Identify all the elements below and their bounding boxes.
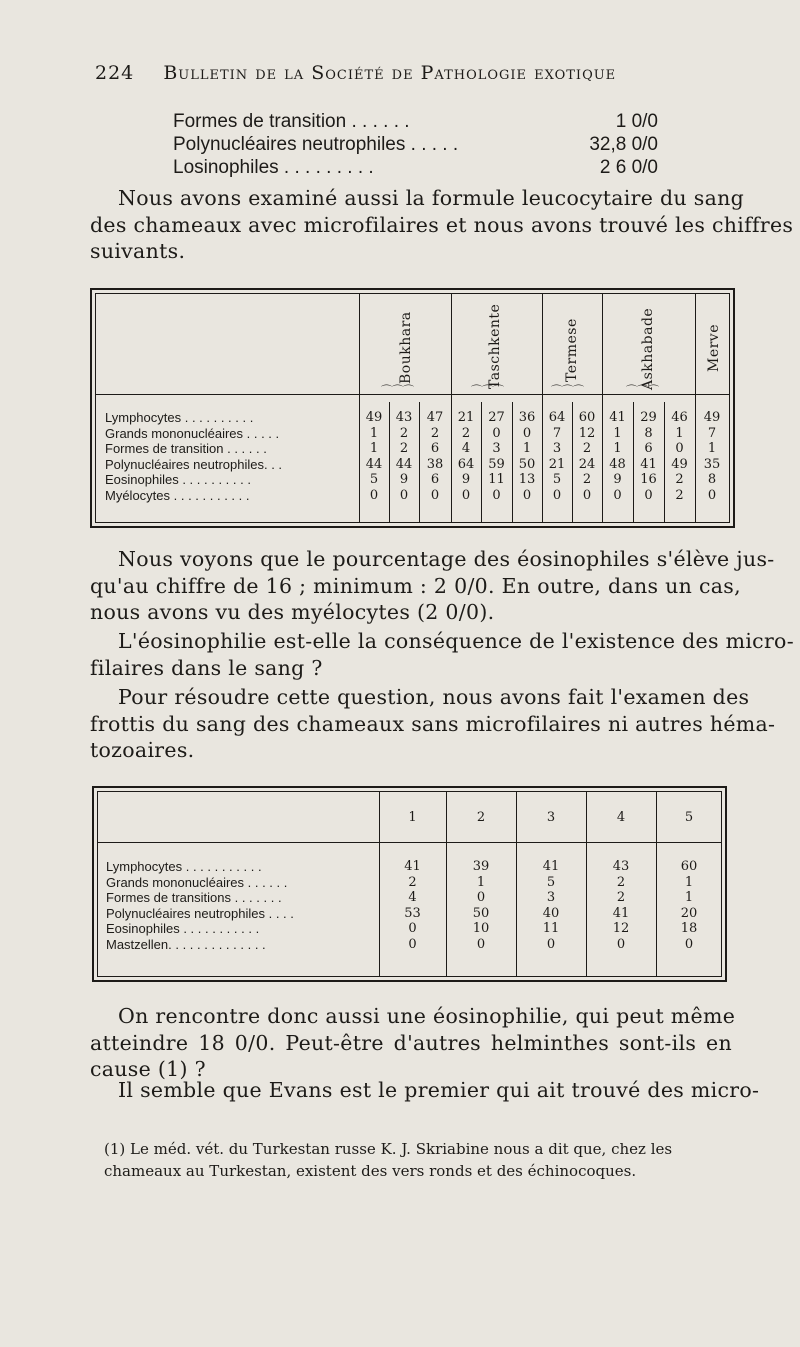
cell: 1 bbox=[613, 425, 622, 441]
cell: 7 bbox=[552, 425, 562, 441]
data-column bbox=[446, 859, 516, 952]
cell: 6 bbox=[430, 472, 440, 487]
data-column bbox=[512, 410, 542, 503]
cell: 60 bbox=[680, 859, 698, 874]
brace-icon: ⌒⌒⌒ bbox=[551, 384, 584, 397]
row-label-eosinophiles: Eosinophiles . . . . . . . . . . bbox=[105, 472, 251, 487]
cell: 35 bbox=[703, 456, 721, 472]
text-line: Nous voyons que le pourcentage des éosinophiles s'élève jus- bbox=[118, 547, 775, 571]
paragraph-4 bbox=[90, 684, 776, 764]
cell: 41 bbox=[542, 859, 560, 874]
data-column bbox=[481, 410, 512, 503]
data-column bbox=[389, 410, 419, 503]
cell: 11 bbox=[488, 472, 505, 487]
cell: 5 bbox=[552, 472, 562, 487]
cell: 0 bbox=[492, 425, 501, 441]
cell: 1 bbox=[369, 441, 379, 456]
header-divider bbox=[98, 842, 721, 843]
cell: 64 bbox=[548, 410, 566, 425]
cell: 39 bbox=[472, 859, 490, 874]
stats-label: Losinophiles . . . . . . . . . bbox=[173, 157, 374, 178]
column-header-boukhara: Boukhara bbox=[398, 311, 414, 384]
cell: 0 bbox=[675, 441, 684, 456]
cell: 49 bbox=[671, 456, 688, 472]
stats-value: 32,8 0/0 bbox=[589, 134, 658, 155]
stats-label: Polynucléaires neutrophiles . . . . . bbox=[173, 134, 459, 155]
cell: 0 bbox=[613, 487, 622, 503]
cell: 41 bbox=[609, 410, 626, 425]
paragraph-3 bbox=[90, 628, 794, 681]
cell: 3 bbox=[492, 441, 501, 456]
row-label-grands-mononucleaires: Grands mononucléaires . . . . . . bbox=[106, 874, 288, 890]
paragraph-1 bbox=[90, 185, 794, 265]
cell: 18 bbox=[680, 921, 698, 936]
cell: 41 bbox=[612, 905, 630, 921]
cell: 21 bbox=[548, 456, 566, 472]
text-line: des chameaux avec microfilaires et nous avons trouvé les chiffres bbox=[90, 212, 794, 237]
table-inner bbox=[97, 791, 722, 977]
column-header-termese: Termese bbox=[564, 318, 580, 382]
cell: 2 bbox=[399, 425, 409, 441]
cell: 0 bbox=[684, 936, 694, 952]
cell: 6 bbox=[644, 441, 653, 456]
cell: 0 bbox=[476, 890, 486, 905]
footnote-line: chameaux au Turkestan, existent des vers ronds et des échinocoques. bbox=[104, 1162, 637, 1180]
cell: 27 bbox=[488, 410, 505, 425]
text-line: Il semble que Evans est le premier qui ait trouvé des micro- bbox=[118, 1078, 760, 1102]
data-column bbox=[516, 859, 586, 952]
column-header-2: 2 bbox=[476, 810, 486, 825]
cell: 10 bbox=[472, 921, 490, 936]
cell: 49 bbox=[703, 410, 721, 425]
data-column bbox=[419, 410, 451, 503]
text-line: cause (1) ? bbox=[90, 1057, 206, 1081]
cell: 1 bbox=[684, 890, 694, 905]
cell: 2 bbox=[616, 890, 626, 905]
cell: 24 bbox=[578, 456, 596, 472]
stats-value: 2 6 0/0 bbox=[599, 157, 658, 178]
cell: 49 bbox=[365, 410, 383, 425]
cell: 2 bbox=[582, 472, 592, 487]
text-line: suivants. bbox=[90, 239, 186, 263]
cell: 1 bbox=[675, 425, 684, 441]
brace-icon: ⌒⌒⌒ bbox=[626, 384, 659, 397]
column-header-4: 4 bbox=[616, 810, 626, 825]
cell: 0 bbox=[582, 487, 592, 503]
table-microfilaires bbox=[90, 288, 735, 528]
cell: 5 bbox=[369, 472, 379, 487]
row-label-grands-mononucleaires: Grands mononucléaires . . . . . bbox=[105, 425, 280, 441]
cell: 53 bbox=[404, 905, 421, 921]
cell: 4 bbox=[461, 441, 471, 456]
cell: 0 bbox=[408, 921, 417, 936]
text-line: L'éosinophilie est-elle la conséquence de l'existence des micro- bbox=[118, 629, 794, 653]
cell: 0 bbox=[644, 487, 653, 503]
column-header-3: 3 bbox=[546, 810, 556, 825]
paragraph-2 bbox=[90, 546, 775, 626]
cell: 0 bbox=[369, 487, 379, 503]
cell: 40 bbox=[542, 905, 560, 921]
stats-value: 1 0/0 bbox=[615, 111, 658, 132]
cell: 2 bbox=[430, 425, 440, 441]
text-line: filaires dans le sang ? bbox=[90, 655, 323, 680]
cell: 3 bbox=[546, 890, 556, 905]
cell: 44 bbox=[395, 456, 413, 472]
row-label-lymphocytes: Lymphocytes . . . . . . . . . . . bbox=[106, 859, 262, 874]
cell: 13 bbox=[518, 472, 536, 487]
cell: 2 bbox=[461, 425, 471, 441]
cell: 38 bbox=[426, 456, 444, 472]
data-column bbox=[572, 410, 602, 503]
row-label-polynucleaires: Polynucléaires neutrophiles . . . . bbox=[106, 905, 294, 921]
cell: 41 bbox=[404, 859, 421, 874]
cell: 2 bbox=[399, 441, 409, 456]
text-line: Nous avons examiné aussi la formule leucocytaire du sang bbox=[118, 186, 745, 210]
cell: 0 bbox=[546, 936, 556, 952]
cell: 1 bbox=[613, 441, 622, 456]
text-line: qu'au chiffre de 16 ; minimum : 2 0/0. En outre, dans un cas, bbox=[90, 573, 741, 598]
cell: 4 bbox=[408, 890, 417, 905]
cell: 12 bbox=[612, 921, 630, 936]
cell: 8 bbox=[707, 472, 717, 487]
text-line: Pour résoudre cette question, nous avons fait l'examen des bbox=[118, 685, 750, 709]
cell: 1 bbox=[522, 441, 532, 456]
cell: 29 bbox=[640, 410, 657, 425]
data-column bbox=[664, 410, 695, 503]
cell: 0 bbox=[430, 487, 440, 503]
cell: 2 bbox=[675, 472, 684, 487]
cell: 64 bbox=[457, 456, 475, 472]
cell: 3 bbox=[552, 441, 562, 456]
text-line: On rencontre donc aussi une éosinophilie, qui peut même bbox=[118, 1004, 736, 1028]
data-column bbox=[695, 410, 729, 503]
cell: 20 bbox=[680, 905, 698, 921]
row-label-formes-de-transition: Formes de transition . . . . . . bbox=[105, 441, 267, 456]
data-column bbox=[586, 859, 656, 952]
cell: 16 bbox=[640, 472, 657, 487]
cell: 2 bbox=[616, 874, 626, 890]
page-header bbox=[95, 62, 616, 84]
cell: 1 bbox=[707, 441, 717, 456]
data-column bbox=[633, 410, 664, 503]
text-line: atteindre 18 0/0. Peut-être d'autres helminthes sont-ils en bbox=[90, 1030, 732, 1055]
row-label-polynucleaires: Polynucléaires neutrophiles. . . bbox=[105, 456, 283, 472]
cell: 0 bbox=[461, 487, 471, 503]
cell: 2 bbox=[675, 487, 684, 503]
table-sans-microfilaires bbox=[92, 786, 727, 982]
data-column bbox=[656, 859, 722, 952]
cell: 48 bbox=[609, 456, 626, 472]
stats-row bbox=[173, 133, 658, 156]
cell: 6 bbox=[430, 441, 440, 456]
cell: 0 bbox=[707, 487, 717, 503]
cell: 1 bbox=[684, 874, 694, 890]
cell: 21 bbox=[457, 410, 475, 425]
cell: 43 bbox=[612, 859, 630, 874]
cell: 59 bbox=[488, 456, 505, 472]
stats-row bbox=[173, 110, 658, 133]
cell: 41 bbox=[640, 456, 657, 472]
brace-icon: ⌒⌒⌒ bbox=[381, 384, 414, 397]
paragraph-5 bbox=[90, 1003, 736, 1083]
footnote bbox=[104, 1138, 672, 1182]
cell: 0 bbox=[616, 936, 626, 952]
stats-list bbox=[173, 110, 658, 179]
row-labels bbox=[105, 410, 282, 503]
cell: 44 bbox=[365, 456, 383, 472]
cell: 0 bbox=[408, 936, 417, 952]
cell: 9 bbox=[461, 472, 471, 487]
column-header-5: 5 bbox=[684, 810, 694, 825]
row-label-lymphocytes: Lymphocytes . . . . . . . . . . bbox=[105, 410, 254, 425]
column-header-askhabade: Askhabade bbox=[640, 307, 656, 390]
data-column bbox=[602, 410, 633, 503]
cell: 50 bbox=[518, 456, 536, 472]
cell: 9 bbox=[613, 472, 622, 487]
data-column bbox=[359, 410, 389, 503]
text-line: frottis du sang des chameaux sans microfilaires ni autres héma- bbox=[90, 711, 776, 736]
column-header-merve: Merve bbox=[706, 323, 722, 372]
stats-row bbox=[173, 156, 658, 179]
cell: 0 bbox=[522, 425, 532, 441]
cell: 12 bbox=[578, 425, 596, 441]
cell: 47 bbox=[426, 410, 444, 425]
cell: 5 bbox=[546, 874, 556, 890]
row-labels bbox=[106, 859, 294, 952]
cell: 1 bbox=[369, 425, 379, 441]
cell: 1 bbox=[476, 874, 486, 890]
page-number: 224 bbox=[95, 62, 135, 84]
cell: 0 bbox=[476, 936, 486, 952]
cell: 60 bbox=[578, 410, 596, 425]
cell: 2 bbox=[582, 441, 592, 456]
stats-label: Formes de transition . . . . . . bbox=[173, 111, 410, 132]
column-header-1: 1 bbox=[408, 810, 417, 825]
cell: 8 bbox=[644, 425, 653, 441]
cell: 11 bbox=[542, 921, 560, 936]
text-line: nous avons vu des myélocytes (2 0/0). bbox=[90, 600, 495, 624]
cell: 9 bbox=[399, 472, 409, 487]
data-column bbox=[451, 410, 481, 503]
cell: 46 bbox=[671, 410, 688, 425]
cell: 36 bbox=[518, 410, 536, 425]
cell: 0 bbox=[552, 487, 562, 503]
row-label-formes-de-transitions: Formes de transitions . . . . . . . bbox=[106, 890, 282, 905]
cell: 7 bbox=[707, 425, 717, 441]
footnote-line: (1) Le méd. vét. du Turkestan russe K. J. Skriabine nous a dit que, chez les bbox=[104, 1140, 673, 1158]
cell: 0 bbox=[492, 487, 501, 503]
cell: 50 bbox=[472, 905, 490, 921]
cell: 0 bbox=[399, 487, 409, 503]
data-column bbox=[542, 410, 572, 503]
brace-icon: ⌒⌒⌒ bbox=[471, 384, 504, 397]
cell: 2 bbox=[408, 874, 417, 890]
data-column bbox=[379, 859, 446, 952]
paragraph-6 bbox=[90, 1077, 760, 1104]
row-label-mastzellen: Mastzellen. . . . . . . . . . . . . . bbox=[106, 936, 266, 952]
text-line: tozoaires. bbox=[90, 738, 195, 762]
row-label-eosinophiles: Eosinophiles . . . . . . . . . . . bbox=[106, 921, 260, 936]
table-inner bbox=[95, 293, 730, 523]
cell: 0 bbox=[522, 487, 532, 503]
column-header-taschkente: Taschkente bbox=[487, 303, 503, 389]
cell: 43 bbox=[395, 410, 413, 425]
row-label-myelocytes: Myélocytes . . . . . . . . . . . bbox=[105, 487, 250, 503]
journal-title: Bulletin de la Société de Pathologie exotique bbox=[163, 62, 617, 84]
